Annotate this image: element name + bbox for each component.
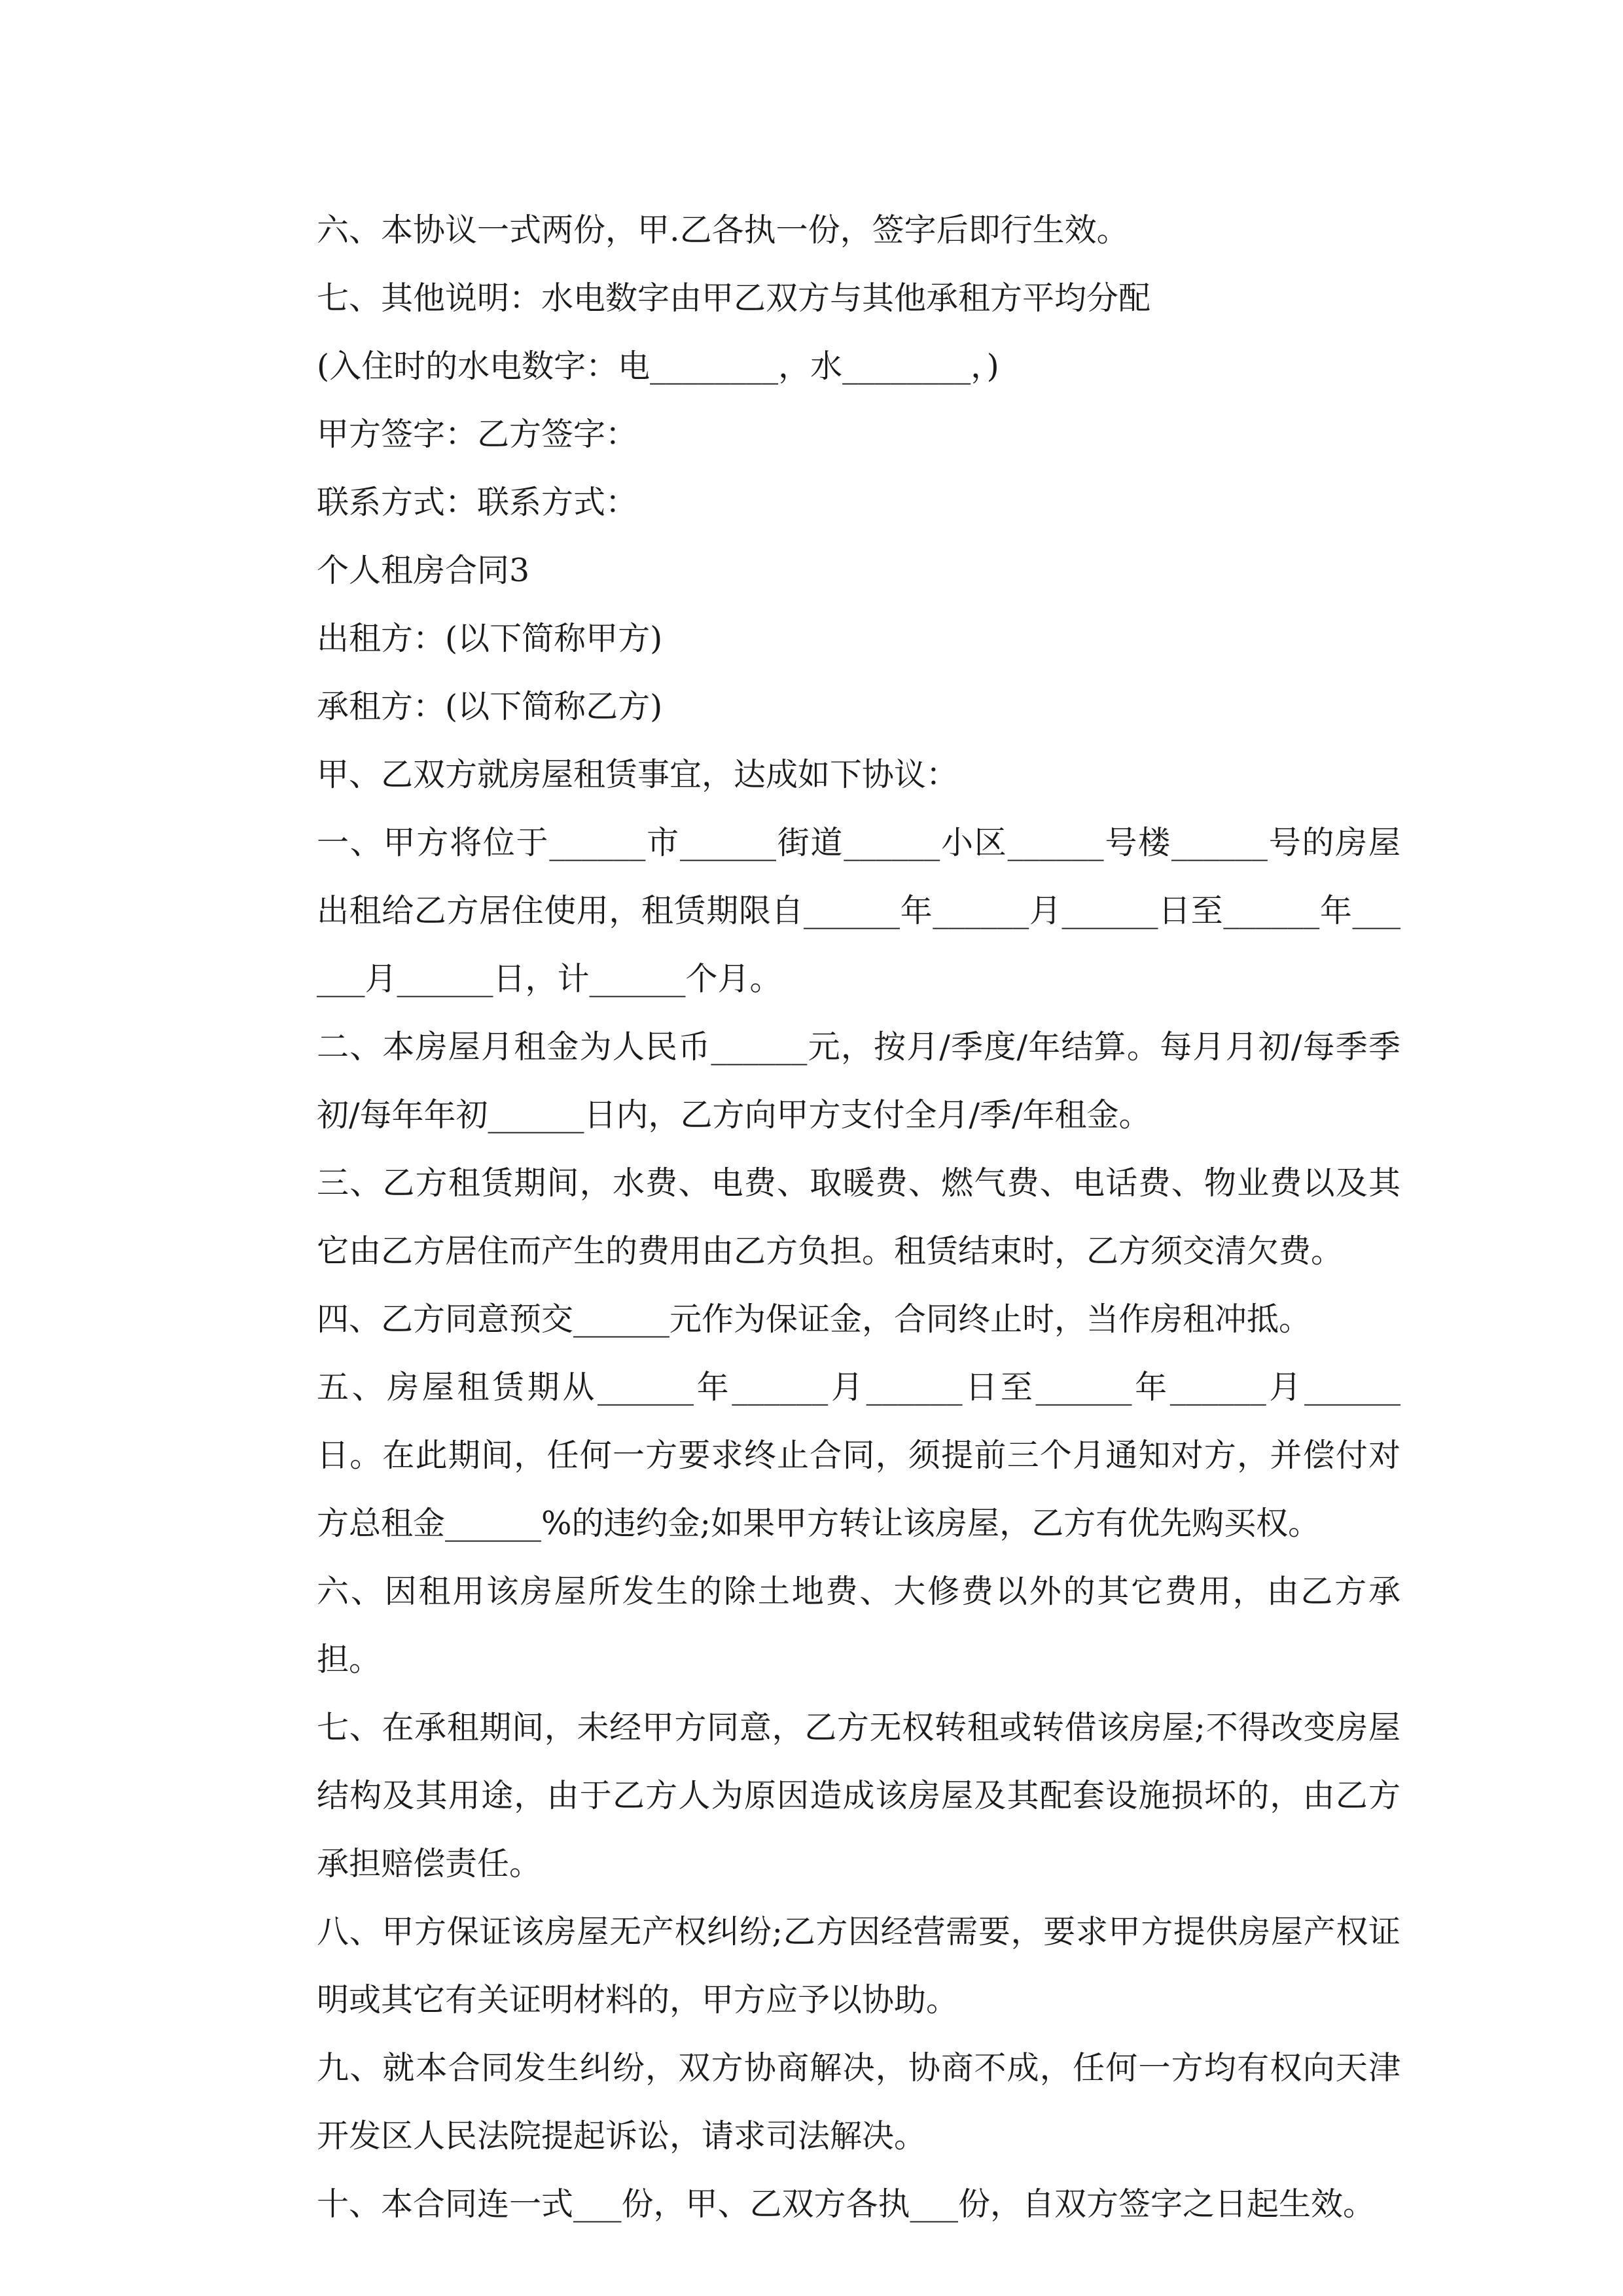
article-4-deposit: 四、乙方同意预交______元作为保证金，合同终止时，当作房租冲抵。 (317, 1300, 1311, 1338)
signature-line: 甲方签字：乙方签字： (317, 416, 638, 453)
article-6-other-costs: 六、因租用该房屋所发生的除土地费、大修费以外的其它费用，由乙方承担。 (317, 1573, 1400, 1678)
article-10-effectiveness: 十、本合同连一式___份，甲、乙双方各执___份，自双方签字之日起生效。 (317, 2185, 1376, 2223)
article-1-premises: 一、甲方将位于______市______街道______小区______号楼______号的房屋出租给乙方居住使用，租赁期限自______年______月______日至______年______月______日，计______个月。 (317, 824, 1400, 997)
contact-line: 联系方式：联系方式： (317, 484, 638, 521)
article-8-title-warranty: 八、甲方保证该房屋无产权纠纷;乙方因经营需要，要求甲方提供房屋产权证明或其它有关证明材料的，甲方应予以协助。 (317, 1913, 1400, 2018)
clause-7-other-notes: 七、其他说明：水电数字由甲乙双方与其他承租方平均分配 (317, 279, 1151, 317)
article-2-rent: 二、本房屋月租金为人民币______元，按月/季度/年结算。每月月初/每季季初/每年年初______日内，乙方向甲方支付全月/季/年租金。 (317, 1028, 1400, 1134)
lessee-line: 承租方：(以下简称乙方) (317, 688, 663, 725)
clause-6-copies: 六、本协议一式两份，甲.乙各执一份，签字后即行生效。 (317, 211, 1129, 249)
article-5-term: 五、房屋租赁期从______年______月______日至______年______月______日。在此期间，任何一方要求终止合同，须提前三个月通知对方，并偿付对方总租金______%的违约金;如果甲方转让该房屋，乙方有优先购买权。 (317, 1369, 1400, 1542)
lessor-line: 出租方：(以下简称甲方) (317, 620, 663, 657)
meter-readings-line: (入住时的水电数字：电________，水________，) (317, 348, 999, 385)
article-3-utilities: 三、乙方租赁期间，水费、电费、取暖费、燃气费、电话费、物业费以及其它由乙方居住而产生的费用由乙方负担。租赁结束时，乙方须交清欠费。 (317, 1164, 1400, 1270)
document-page (249, 196, 1400, 2238)
article-9-disputes: 九、就本合同发生纠纷，双方协商解决，协商不成，任何一方均有权向天津开发区人民法院提起诉讼，请求司法解决。 (317, 2049, 1400, 2155)
contract-title: 个人租房合同3 (317, 552, 530, 589)
agreement-intro: 甲、乙双方就房屋租赁事宜，达成如下协议： (317, 756, 959, 793)
article-7-sublease: 七、在承租期间，未经甲方同意，乙方无权转租或转借该房屋;不得改变房屋结构及其用途，由于乙方人为原因造成该房屋及其配套设施损坏的，由乙方承担赔偿责任。 (317, 1709, 1400, 1882)
